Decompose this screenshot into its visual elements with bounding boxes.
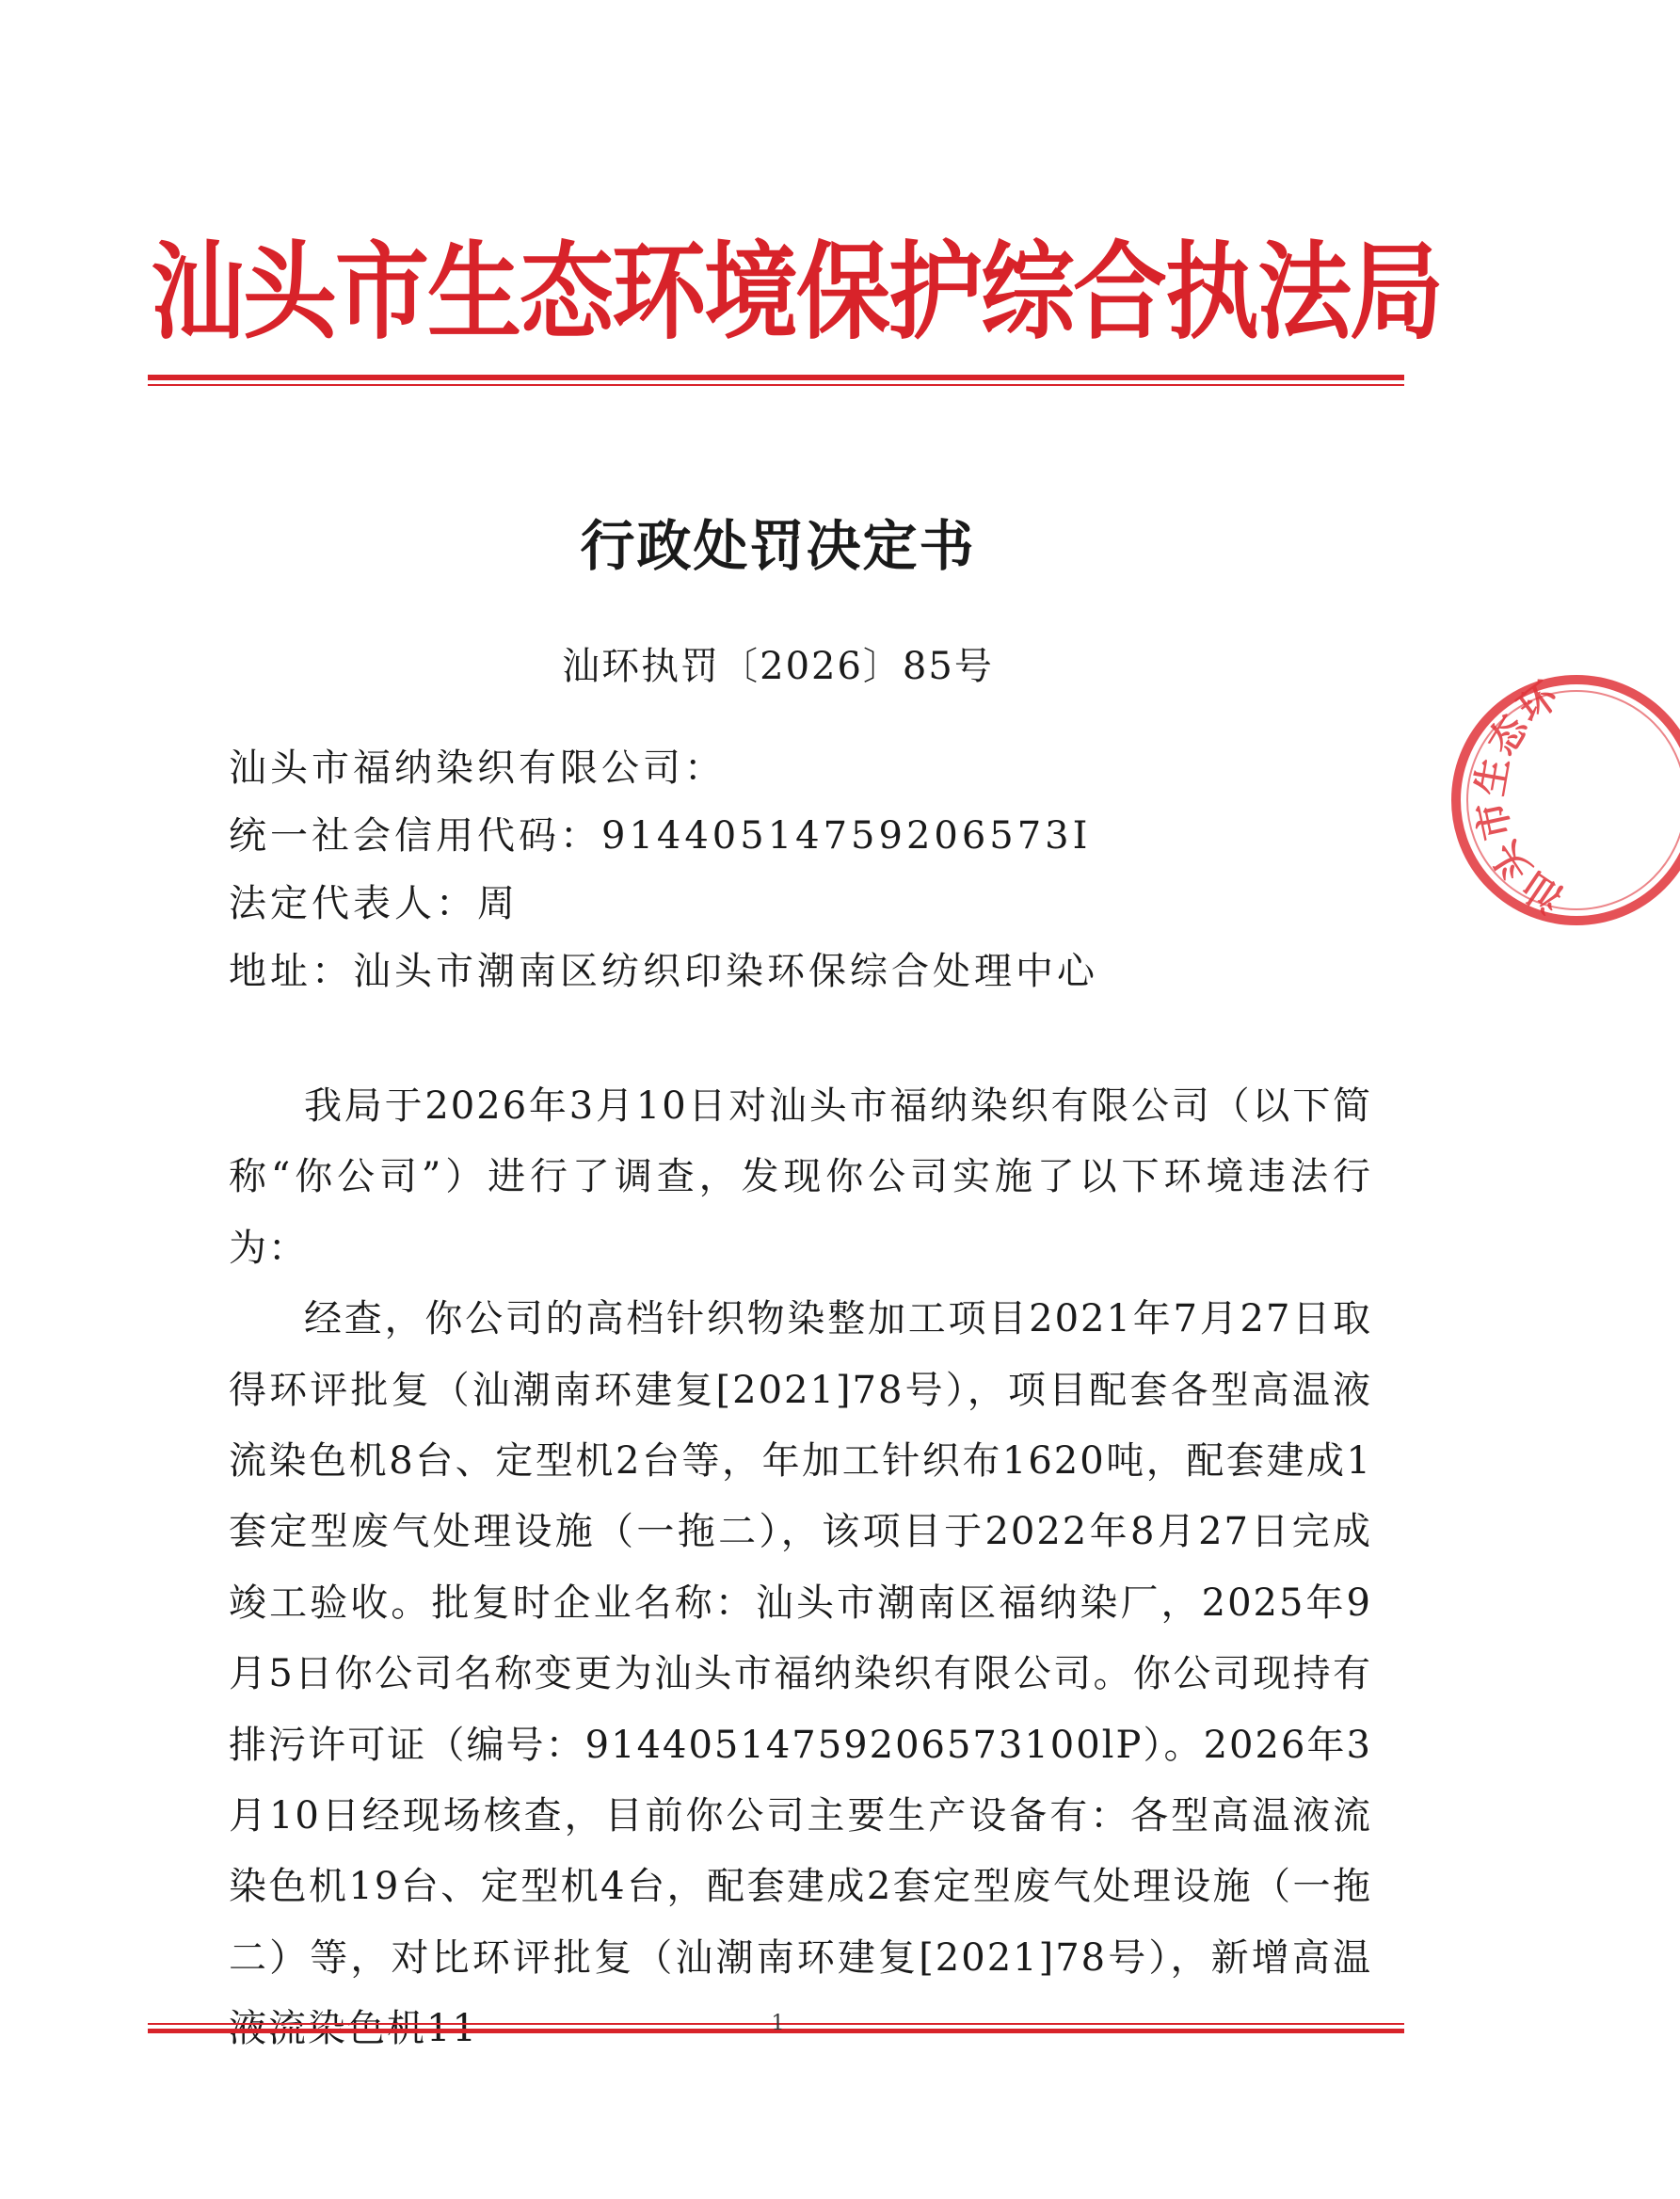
decision-body	[229, 1071, 1372, 2065]
party-credit-code: 统一社会信用代码：91440514759206573Ⅰ	[229, 814, 1092, 858]
party-legal-rep: 法定代表人：周	[229, 882, 519, 925]
document-title: 行政处罚决定书	[580, 514, 976, 578]
seal-text: 汕头市生态环	[1468, 673, 1572, 921]
body-paragraph-findings: 经查，你公司的高档针织物染整加工项目2021年7月27日取得环评批复（汕潮南环建复[2021]78号），项目配套各型高温液流染色机8台、定型机2台等，年加工针织布1620吨，配套建成1套定型废气处理设施（一拖二），该项目于2022年8月27日完成竣工验收。批复时企业名称：汕头市潮南区福纳染厂，2025年9月5日你公司名称变更为汕头市福纳染织有限公司。你公司现持有排污许可证（编号：91440514759206573100lP）。2026年3月10日经现场核查，目前你公司主要生产设备有：各型高温液流染色机19台、定型机4台，配套建成2套定型废气处理设施（一拖二）等，对比环评批复（汕潮南环建复[2021]78号），新增高温	[229, 1297, 1372, 1980]
body-paragraph-intro: 我局于2026年3月10日对汕头市福纳染织有限公司（以下简称“你公司”）进行了调查，发现你公司实施了以下环境违法行为：	[229, 1084, 1372, 1270]
header-rule-thick	[148, 375, 1404, 380]
document-number: 汕环执罚〔2026〕85号	[562, 645, 994, 688]
party-company: 汕头市福纳染织有限公司：	[229, 746, 726, 790]
agency-name-header: 汕头市生态环境保护综合执法局	[151, 230, 1442, 354]
party-address: 地址：汕头市潮南区纺织印染环保综合处理中心	[229, 950, 1098, 993]
party-info	[229, 734, 1452, 1005]
page-number: 1	[771, 2012, 785, 2035]
official-seal-icon	[1435, 659, 1680, 941]
header-rule-thin	[148, 384, 1404, 386]
